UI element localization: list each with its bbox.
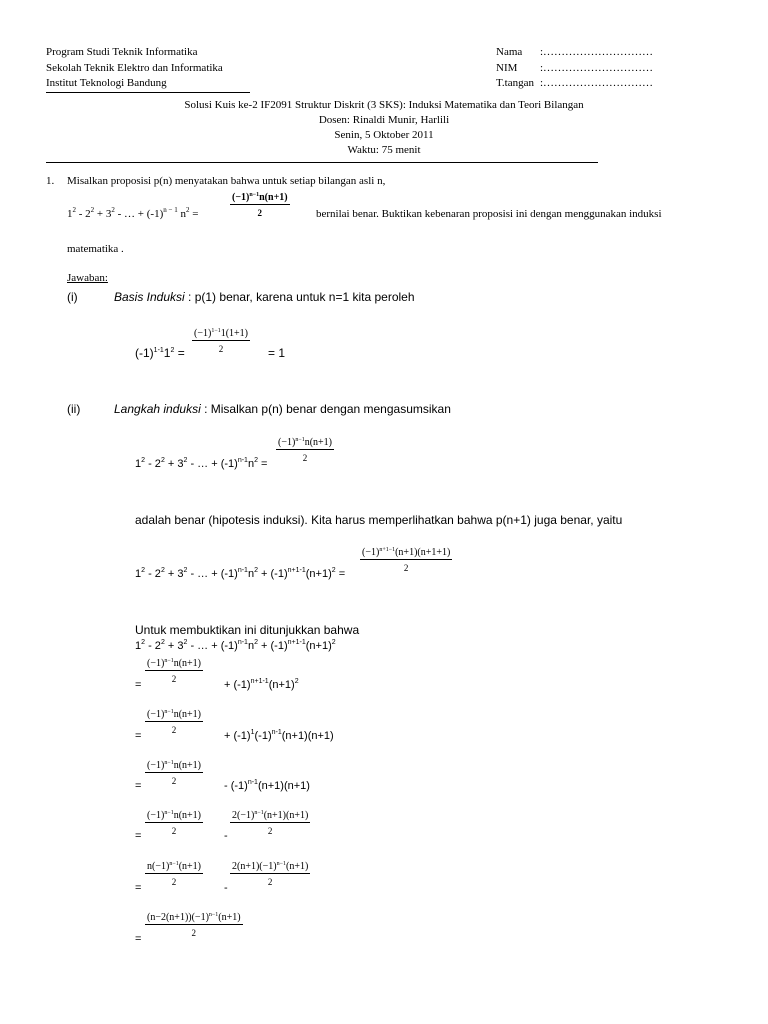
duration: Waktu: 75 menit [347, 144, 421, 156]
nim-label: NIM [496, 62, 518, 74]
header-underline [46, 92, 250, 93]
header-institute: Institut Teknologi Bandung [46, 77, 167, 89]
eq-sign-3: = [135, 780, 142, 792]
basis-lhs: $(-1)^{1-1}1^2$ = [135, 346, 185, 360]
goal-sum: $1^2 - 2^2 + 3^2$ - … + $(-1)^{n-1}n^2 + (-1)^{n+1-1}(n+1)^2$ = [135, 567, 346, 580]
eq-sign-6: = [135, 933, 142, 945]
step4-fraction-b: $\frac{2(-1)^{n-1}(n+1)(n+1)}{2}$ [232, 810, 309, 836]
step-text: : Misalkan p(n) benar dengan mengasumsikan [204, 402, 451, 416]
goal-fraction: $\frac{(-1)^{n+1-1}(n+1)(n+1+1)}{2}$ [362, 547, 451, 573]
lecturers: Dosen: Rinaldi Munir, Harlili [318, 114, 450, 126]
problem-sum: $1^2 - 2^2 + 3^2$ - … + $(-1)^{n - 1}$ $n^2$ = [67, 206, 199, 220]
problem-number: 1. [46, 175, 55, 187]
name-field[interactable]: :………………………… [540, 46, 654, 58]
answer-heading: Jawaban: [67, 272, 108, 284]
eq-sign-5: = [135, 882, 142, 894]
problem-fraction: $\frac{(-1)^{n-1}n(n+1)}{2}$ [232, 192, 288, 218]
step2-term: + $(-1)^1(-1)^{n-1}(n+1)(n+1)$ [224, 729, 334, 742]
eq-sign-2: = [135, 730, 142, 742]
date: Senin, 5 Oktober 2011 [334, 129, 434, 141]
signature-field[interactable]: :………………………… [540, 77, 654, 89]
part-i-label: (i) [67, 290, 78, 304]
problem-after: bernilai benar. Buktikan kebenaran proposisi ini dengan menggunakan induksi [316, 208, 662, 220]
basis-fraction: $\frac{(-1)^{1-1}1(1+1)}{2}$ [194, 328, 249, 354]
quiz-title: Solusi Kuis ke-2 IF2091 Struktur Diskrit (3 SKS): Induksi Matematika dan Teori Bilangan [184, 99, 584, 111]
part-ii-text [114, 402, 451, 416]
basis-text: : p(1) benar, karena untuk n=1 kita peroleh [188, 290, 415, 304]
step5-fraction-a: $\frac{n(-1)^{n-1}(n+1)}{2}$ [147, 861, 202, 887]
signature-label: T.tangan [496, 77, 534, 89]
hyp-fraction: $\frac{(-1)^{n-1}n(n+1)}{2}$ [278, 437, 333, 463]
step3-term: - $(-1)^{n-1}(n+1)(n+1)$ [224, 779, 310, 792]
step1-fraction: $\frac{(-1)^{n-1}n(n+1)}{2}$ [147, 658, 202, 684]
header-program: Program Studi Teknik Informatika [46, 46, 198, 58]
part-i-text [114, 290, 415, 304]
title-rule [46, 162, 598, 163]
hyp-sum: $1^2 - 2^2 + 3^2$ - … + $(-1)^{n-1}n^2$ = [135, 457, 268, 470]
step6-fraction: $\frac{(n-2(n+1))(-1)^{n-1}(n+1)}{2}$ [147, 912, 241, 938]
step4-minus: - [224, 830, 228, 842]
header-school: Sekolah Teknik Elektro dan Informatika [46, 62, 223, 74]
hyp-text: adalah benar (hipotesis induksi). Kita harus memperlihatkan bahwa p(n+1) juga benar, yaitu [135, 513, 623, 527]
problem-intro: Misalkan proposisi p(n) menyatakan bahwa untuk setiap bilangan asli n, [67, 175, 386, 187]
step-term: Langkah induksi [114, 402, 201, 416]
proof-sum: $1^2 - 2^2 + 3^2$ - … + $(-1)^{n-1}n^2 + (-1)^{n+1-1}(n+1)^2$ [135, 639, 336, 652]
eq-sign-4: = [135, 830, 142, 842]
step1-term: + $(-1)^{n+1-1}(n+1)^2$ [224, 678, 299, 691]
basis-term: Basis Induksi [114, 290, 185, 304]
step3-fraction: $\frac{(-1)^{n-1}n(n+1)}{2}$ [147, 760, 202, 786]
proof-intro: Untuk membuktikan ini ditunjukkan bahwa [135, 623, 360, 637]
part-ii-label: (ii) [67, 402, 81, 416]
step2-fraction: $\frac{(-1)^{n-1}n(n+1)}{2}$ [147, 709, 202, 735]
name-label: Nama [496, 46, 523, 58]
problem-last: matematika . [67, 243, 124, 255]
step4-fraction-a: $\frac{(-1)^{n-1}n(n+1)}{2}$ [147, 810, 202, 836]
nim-field[interactable]: :………………………… [540, 62, 654, 74]
step5-fraction-b: $\frac{2(n+1)(-1)^{n-1}(n+1)}{2}$ [232, 861, 309, 887]
eq-sign-1: = [135, 679, 142, 691]
step5-minus: - [224, 882, 228, 894]
basis-result: = 1 [268, 346, 286, 360]
